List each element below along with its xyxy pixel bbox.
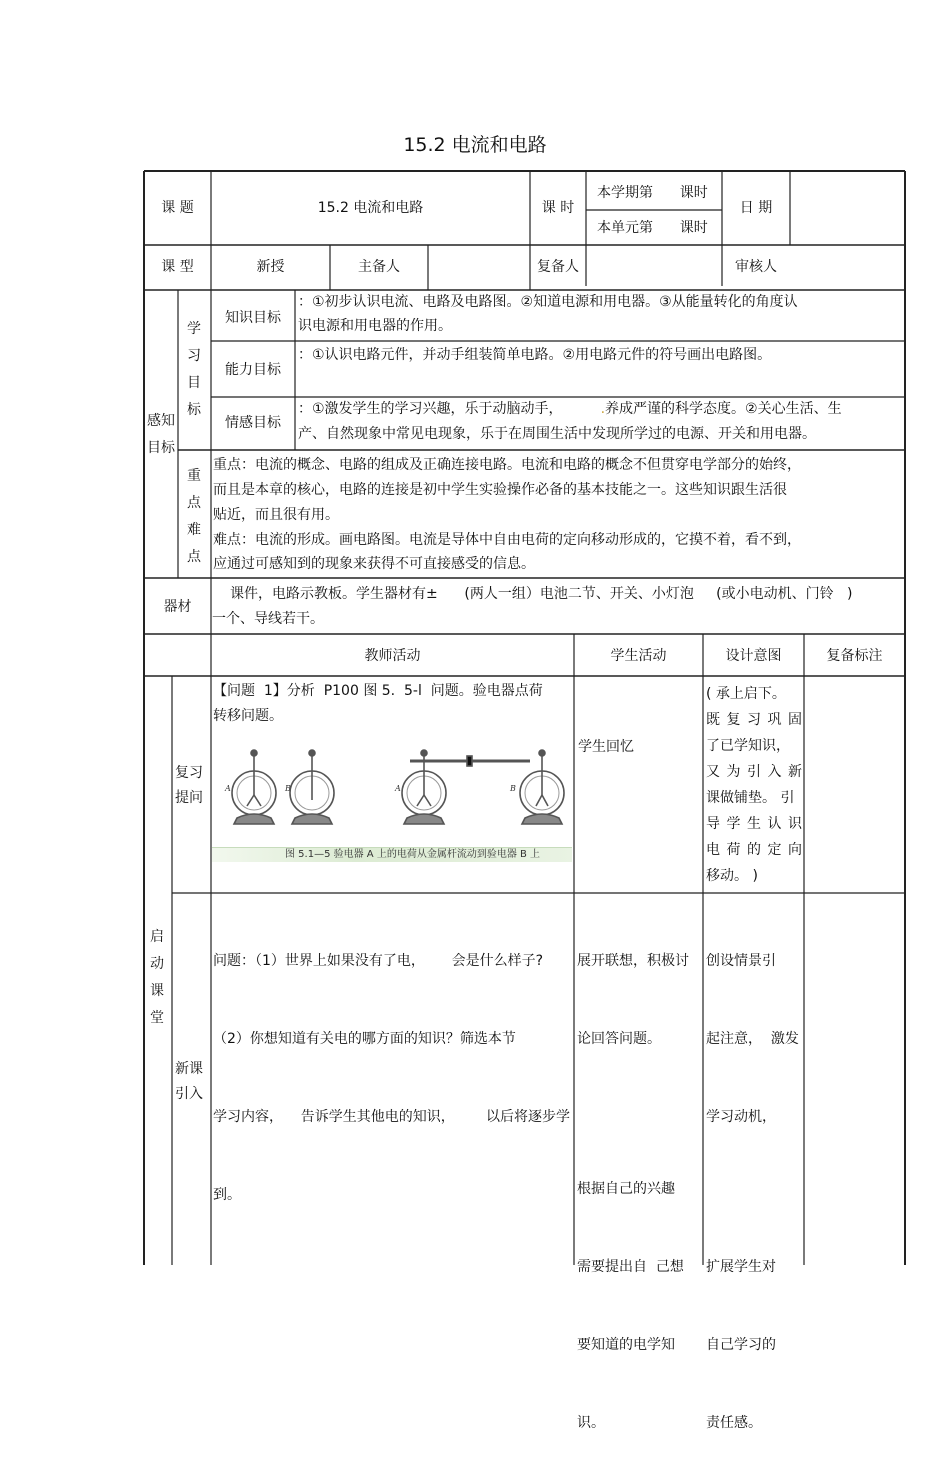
teacher-activity-header: 教师活动: [364, 648, 421, 664]
stage-label: 启动课堂: [150, 929, 164, 1026]
type-value: 新授: [256, 259, 285, 275]
key-line-1: 重点：电流的概念、电路的组成及正确连接电路。电流和电路的概念不但贯穿电学部分的始终，: [213, 457, 801, 473]
figure-label-b2: B: [510, 784, 516, 793]
review-label: 审核人: [735, 259, 777, 275]
intro-student-text: 展开联想，积极讨 论回答问题。 根据自己的兴趣 需要提出自 己想 要知道的电学知 识。: [577, 953, 689, 1431]
figure-caption: 图 5.1—5 验电器 A 上的电荷从金属杆流动到验电器 B 上: [285, 849, 541, 860]
page-title: 15.2 电流和电路: [403, 134, 547, 156]
remark-header: 复备标注: [826, 648, 883, 664]
key-label: 重点难点: [187, 468, 201, 565]
key-line-2: 而且是本章的核心，电路的连接是初中学生实验操作必备的基本技能之一。这些知识跟生活很: [213, 482, 787, 498]
knowledge-label: 知识目标: [225, 310, 281, 326]
emotion-line2: 产、自然现象中常见电现象，乐于在周围生活中发现所学过的电源、开关和用电器。: [298, 426, 816, 442]
intro-teacher-text: 问题：（1）世界上如果没有了电， 会是什么样子? （2）你想知道有关电的哪方面的知识？筛选本节 学习内容， 告诉学生其他电的知识， 以后将逐步学 到。: [213, 953, 570, 1203]
hours-term: 本学期第 课时: [597, 185, 708, 201]
student-activity-header: 学生活动: [610, 648, 667, 664]
figure-label-a2: A: [395, 784, 401, 793]
new-lesson-intro-label: 新课引入: [175, 1061, 203, 1102]
ability-text: ：①认识电路元件，并动手组装简单电路。②用电路元件的符号画出电路图。: [298, 347, 772, 363]
materials-line2: 一个、导线若干。: [212, 611, 324, 627]
key-line-3: 贴近，而且很有用。: [213, 507, 339, 523]
review-design-text: ( 承上启下。 既 复 习 巩 固 了已学知识， 又 为 引 入 新 课做铺垫。 引 导 学 生 认 识 电 荷 的 定 向 移动。 ): [706, 686, 802, 884]
co-label: 复备人: [537, 259, 579, 275]
review-question-label: 复习提问: [175, 765, 203, 806]
type-label: 课 型: [161, 259, 194, 275]
intro-design-text: 创设情景引 起注意， 激发 学习动机， 扩展学生对 自己学习的 责任感。: [706, 953, 799, 1431]
date-label: 日 期: [739, 200, 773, 216]
review-teacher-line1: 【问题 1】分析 P100 图 5. 5-l 问题。验电器点荷: [213, 683, 543, 699]
study-goal-label: 学习目标: [187, 321, 201, 418]
key-line-5: 应通过可感知到的现象来获得不可直接感受的信息。: [213, 556, 535, 572]
review-teacher-line2: 转移问题。: [213, 708, 283, 724]
hours-label: 课 时: [541, 200, 575, 216]
topic-label: 课 题: [161, 200, 194, 216]
emotion-label: 情感目标: [225, 415, 281, 431]
review-student-text: 学生回忆: [578, 739, 634, 755]
knowledge-line2: 识电源和用电器的作用。: [298, 318, 452, 334]
topic-value: 15.2 电流和电路: [317, 200, 424, 216]
figure-label-a1: A: [225, 784, 231, 793]
outer-goal-label: 感知目标: [147, 413, 175, 456]
key-line-4: 难点：电流的形成。画电路图。电流是导体中自由电荷的定向移动形成的，它摸不着，看不到，: [213, 532, 801, 548]
materials-label: 器材: [163, 599, 192, 615]
emotion-line1: ：①激发学生的学习兴趣，乐于动脑动手， .养成严谨的科学态度。②关心生活、生: [298, 401, 842, 417]
hours-unit: 本单元第 课时: [597, 220, 708, 236]
materials-line1: 课件，电路示教板。学生器材有± (两人一组）电池二节、开关、小灯泡 (或小电动机、门铃 ): [230, 586, 853, 602]
ability-label: 能力目标: [225, 362, 281, 378]
knowledge-line1: ：①初步认识电流、电路及电路图。②知道电源和用电器。③从能量转化的角度认: [298, 294, 798, 310]
design-intent-header: 设计意图: [725, 648, 782, 664]
figure-label-b1: B: [285, 784, 291, 793]
lead-label: 主备人: [358, 259, 400, 275]
